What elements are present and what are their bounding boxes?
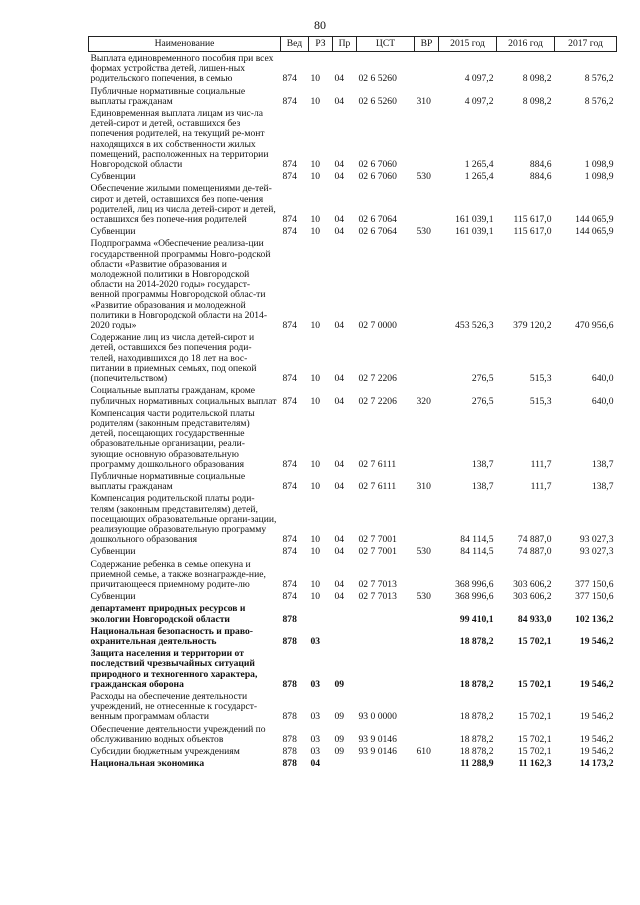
cell-pr: 04 bbox=[334, 534, 345, 546]
cell-rz: 10 bbox=[310, 171, 321, 183]
cell-vr bbox=[415, 558, 439, 591]
col-header-2017: 2017 год bbox=[555, 37, 617, 52]
cell-2015: 1 265,4 bbox=[464, 159, 494, 171]
cell-2016: 111,7 bbox=[530, 458, 552, 470]
cell-name: Национальная безопасность и право-охранительная деятельность bbox=[90, 625, 253, 647]
cell-vr bbox=[415, 182, 439, 225]
cell-name: Содержание лиц из числа детей-сирот и детей, оставшихся без попечения роди-телей, находившихся до 18 лет на вос-питании в приемных семьях, под опекой (попечительством) bbox=[90, 332, 257, 385]
cell-ved: 874 bbox=[282, 534, 297, 546]
table-row bbox=[89, 625, 617, 647]
cell-2017: 14 173,2 bbox=[579, 758, 614, 770]
cell-2015: 18 878,2 bbox=[459, 678, 494, 690]
cell-cst bbox=[357, 625, 415, 647]
cell-vr bbox=[415, 492, 439, 545]
cell-ved: 878 bbox=[282, 678, 297, 690]
table-row bbox=[89, 170, 617, 182]
cell-2015: 18 878,2 bbox=[459, 746, 494, 757]
cell-name: Подпрограмма «Обеспечение реализа-ции государственной программы Новго-родской области «Развитие образования и молодежной политики в Новгородской области на 2014-2020 годы» государст-венной программы Новгородской облас-ти «Развитие образования и молодежной политики в Новгородской области на 2014-2020 годы» bbox=[90, 238, 271, 332]
cell-cst: 02 6 7064 bbox=[358, 226, 397, 238]
cell-vr bbox=[415, 690, 439, 723]
cell-vr bbox=[415, 407, 439, 470]
cell-2016: 8 098,2 bbox=[522, 95, 552, 107]
cell-rz: 10 bbox=[310, 591, 321, 603]
cell-2015: 161 039,1 bbox=[455, 226, 494, 238]
cell-pr: 04 bbox=[334, 591, 345, 603]
cell-2016: 303 606,2 bbox=[513, 591, 552, 603]
cell-ved: 874 bbox=[282, 373, 297, 385]
cell-cst: 02 6 7060 bbox=[358, 171, 397, 183]
cell-2017: 19 546,2 bbox=[579, 733, 614, 745]
cell-2016: 379 120,2 bbox=[513, 320, 552, 332]
col-header-rz: РЗ bbox=[309, 37, 333, 52]
cell-ved: 874 bbox=[282, 171, 297, 183]
cell-2017: 1 098,9 bbox=[584, 159, 614, 171]
cell-rz: 10 bbox=[310, 373, 321, 385]
cell-cst: 02 7 2206 bbox=[358, 373, 397, 385]
cell-2017: 144 065,9 bbox=[575, 214, 614, 226]
cell-rz: 10 bbox=[310, 159, 321, 171]
cell-2015: 276,5 bbox=[471, 373, 494, 385]
cell-vr: 320 bbox=[416, 395, 431, 407]
table-row bbox=[89, 107, 617, 170]
cell-name: Выплата единовременного пособия при всех формах устройства детей, лишен-ных родительского попечения, в семью bbox=[90, 53, 274, 85]
cell-2016: 884,6 bbox=[529, 159, 552, 171]
cell-pr: 04 bbox=[334, 458, 345, 470]
cell-rz: 03 bbox=[310, 711, 321, 723]
cell-2015: 368 996,6 bbox=[455, 578, 494, 590]
budget-table bbox=[88, 36, 617, 769]
cell-2017: 1 098,9 bbox=[584, 171, 614, 183]
cell-rz: 10 bbox=[310, 546, 321, 558]
table-row bbox=[89, 237, 617, 331]
table-header bbox=[89, 37, 617, 52]
cell-cst: 02 6 7060 bbox=[358, 159, 397, 171]
cell-2017: 138,7 bbox=[591, 458, 614, 470]
cell-name: Субсидии бюджетным учреждениям bbox=[90, 746, 240, 757]
cell-rz: 10 bbox=[310, 73, 321, 85]
cell-ved: 878 bbox=[282, 758, 297, 770]
cell-ved: 874 bbox=[282, 73, 297, 85]
cell-name: Социальные выплаты гражданам, кроме публичных нормативных социальных выплат bbox=[90, 385, 277, 407]
cell-2016: 15 702,1 bbox=[517, 635, 552, 647]
cell-rz: 10 bbox=[310, 95, 321, 107]
cell-2015: 368 996,6 bbox=[455, 591, 494, 603]
cell-vr bbox=[415, 757, 439, 769]
cell-ved: 874 bbox=[282, 395, 297, 407]
table-row bbox=[89, 52, 617, 85]
cell-pr: 04 bbox=[334, 320, 345, 332]
cell-ved: 874 bbox=[282, 320, 297, 332]
cell-2016: 884,6 bbox=[529, 171, 552, 183]
cell-cst: 02 7 6111 bbox=[358, 458, 397, 470]
cell-vr: 310 bbox=[416, 481, 431, 493]
cell-cst: 93 0 0000 bbox=[358, 711, 397, 723]
cell-2017: 138,7 bbox=[591, 481, 614, 493]
cell-2015: 18 878,2 bbox=[459, 733, 494, 745]
cell-2017: 19 546,2 bbox=[579, 711, 614, 723]
cell-2017: 8 576,2 bbox=[584, 73, 614, 85]
table-row bbox=[89, 558, 617, 591]
cell-pr: 04 bbox=[334, 578, 345, 590]
cell-pr: 04 bbox=[334, 214, 345, 226]
cell-cst: 93 9 0146 bbox=[358, 746, 397, 757]
cell-2015: 18 878,2 bbox=[459, 635, 494, 647]
cell-2015: 453 526,3 bbox=[455, 320, 494, 332]
cell-name: Субвенции bbox=[90, 171, 136, 183]
cell-2015: 276,5 bbox=[471, 395, 494, 407]
cell-2016: 303 606,2 bbox=[513, 578, 552, 590]
col-header-2016: 2016 год bbox=[497, 37, 555, 52]
cell-pr: 09 bbox=[334, 746, 345, 757]
cell-2017: 8 576,2 bbox=[584, 95, 614, 107]
cell-2016: 15 702,1 bbox=[517, 711, 552, 723]
cell-2017: 377 150,6 bbox=[575, 578, 614, 590]
cell-2016: 84 933,0 bbox=[517, 613, 552, 625]
cell-rz: 10 bbox=[310, 481, 321, 493]
cell-rz: 10 bbox=[310, 226, 321, 238]
cell-2015: 84 114,5 bbox=[460, 534, 494, 546]
cell-vr bbox=[415, 723, 439, 745]
cell-ved: 874 bbox=[282, 481, 297, 493]
cell-2015: 4 097,2 bbox=[464, 73, 494, 85]
cell-pr: 04 bbox=[334, 395, 345, 407]
table-row bbox=[89, 545, 617, 557]
table-row bbox=[89, 602, 617, 624]
table-row bbox=[89, 690, 617, 723]
cell-pr: 04 bbox=[334, 226, 345, 238]
table-row bbox=[89, 384, 617, 406]
cell-2016: 515,3 bbox=[529, 373, 552, 385]
cell-rz: 04 bbox=[310, 758, 321, 770]
cell-cst bbox=[357, 757, 415, 769]
cell-2015: 161 039,1 bbox=[455, 214, 494, 226]
cell-name: Защита населения и территории от последствий чрезвычайных ситуаций природного и техногенного характера, гражданская оборона bbox=[90, 648, 258, 690]
cell-2017: 93 027,3 bbox=[579, 534, 614, 546]
cell-ved: 874 bbox=[282, 591, 297, 603]
cell-vr bbox=[415, 237, 439, 331]
cell-rz bbox=[309, 602, 333, 624]
cell-pr: 04 bbox=[334, 481, 345, 493]
cell-cst: 02 6 5260 bbox=[358, 95, 397, 107]
cell-2015: 11 288,9 bbox=[460, 758, 494, 770]
table-row bbox=[89, 85, 617, 107]
table-body bbox=[89, 52, 617, 770]
cell-ved: 874 bbox=[282, 226, 297, 238]
cell-pr: 04 bbox=[334, 95, 345, 107]
cell-2015: 1 265,4 bbox=[464, 171, 494, 183]
table-row bbox=[89, 470, 617, 492]
col-header-pr: Пр bbox=[333, 37, 357, 52]
cell-cst: 02 7 6111 bbox=[358, 481, 397, 493]
cell-cst: 02 6 7064 bbox=[358, 214, 397, 226]
cell-2016: 74 887,0 bbox=[517, 546, 552, 558]
cell-cst: 02 7 2206 bbox=[358, 395, 397, 407]
table-row bbox=[89, 647, 617, 690]
page-number: 80 bbox=[314, 18, 326, 32]
cell-pr bbox=[333, 757, 357, 769]
cell-2017: 19 546,2 bbox=[579, 678, 614, 690]
table-row bbox=[89, 182, 617, 225]
cell-pr: 04 bbox=[334, 546, 345, 558]
cell-vr: 530 bbox=[416, 546, 431, 558]
cell-name: Субвенции bbox=[90, 546, 136, 558]
cell-ved: 874 bbox=[282, 214, 297, 226]
cell-2015: 138,7 bbox=[471, 481, 494, 493]
table-row bbox=[89, 757, 617, 769]
cell-rz: 03 bbox=[310, 635, 321, 647]
cell-2015: 99 410,1 bbox=[459, 613, 494, 625]
col-header-cst: ЦСТ bbox=[357, 37, 415, 52]
table-row bbox=[89, 331, 617, 384]
table-row bbox=[89, 407, 617, 470]
cell-ved: 874 bbox=[282, 95, 297, 107]
cell-rz: 10 bbox=[310, 214, 321, 226]
cell-rz: 03 bbox=[310, 746, 321, 757]
col-header-2015: 2015 год bbox=[439, 37, 497, 52]
cell-2016: 11 162,3 bbox=[518, 758, 552, 770]
cell-2017: 102 136,2 bbox=[575, 613, 614, 625]
cell-ved: 874 bbox=[282, 546, 297, 558]
cell-cst: 02 7 7013 bbox=[358, 591, 397, 603]
cell-name: департамент природных ресурсов и экологии Новгородской области bbox=[90, 603, 246, 625]
cell-2016: 515,3 bbox=[529, 395, 552, 407]
cell-vr: 530 bbox=[416, 226, 431, 238]
cell-vr bbox=[415, 52, 439, 85]
cell-2016: 15 702,1 bbox=[517, 678, 552, 690]
cell-2016: 115 617,0 bbox=[513, 226, 552, 238]
cell-name: Публичные нормативные социальные выплаты гражданам bbox=[90, 85, 246, 107]
cell-name: Расходы на обеспечение деятельности учреждений, не отнесенные к государст-венным программам области bbox=[90, 690, 258, 723]
cell-cst: 93 9 0146 bbox=[358, 733, 397, 745]
cell-pr: 04 bbox=[334, 73, 345, 85]
cell-rz: 03 bbox=[310, 733, 321, 745]
cell-vr: 530 bbox=[416, 591, 431, 603]
col-header-ved: Вед bbox=[281, 37, 309, 52]
cell-cst: 02 7 7001 bbox=[358, 534, 397, 546]
cell-pr: 04 bbox=[334, 171, 345, 183]
cell-ved: 878 bbox=[282, 613, 297, 625]
cell-ved: 878 bbox=[282, 733, 297, 745]
cell-pr: 09 bbox=[334, 711, 345, 723]
cell-name: Публичные нормативные социальные выплаты гражданам bbox=[90, 470, 246, 493]
table-row bbox=[89, 225, 617, 237]
cell-cst bbox=[357, 647, 415, 690]
cell-vr: 530 bbox=[416, 171, 431, 183]
cell-name: Субвенции bbox=[90, 591, 136, 603]
cell-vr bbox=[415, 647, 439, 690]
cell-rz: 10 bbox=[310, 534, 321, 546]
cell-ved: 878 bbox=[282, 635, 297, 647]
table-row bbox=[89, 590, 617, 602]
cell-vr bbox=[415, 625, 439, 647]
cell-2017: 19 546,2 bbox=[579, 635, 614, 647]
cell-2017: 640,0 bbox=[591, 395, 614, 407]
cell-2016: 115 617,0 bbox=[513, 214, 552, 226]
cell-rz: 10 bbox=[310, 578, 321, 590]
cell-ved: 878 bbox=[282, 746, 297, 757]
cell-pr: 09 bbox=[334, 733, 345, 745]
cell-cst: 02 6 5260 bbox=[358, 73, 397, 85]
cell-2015: 18 878,2 bbox=[459, 711, 494, 723]
col-header-name: Наименование bbox=[89, 37, 281, 52]
cell-name: Национальная экономика bbox=[90, 758, 205, 770]
cell-rz: 10 bbox=[310, 320, 321, 332]
cell-2016: 15 702,1 bbox=[517, 746, 552, 757]
cell-2017: 640,0 bbox=[591, 373, 614, 385]
cell-2017: 19 546,2 bbox=[579, 746, 614, 757]
cell-name: Субвенции bbox=[90, 226, 136, 238]
cell-ved: 874 bbox=[282, 578, 297, 590]
cell-ved: 878 bbox=[282, 711, 297, 723]
cell-2015: 4 097,2 bbox=[464, 95, 494, 107]
cell-cst: 02 7 7001 bbox=[358, 546, 397, 558]
cell-rz: 03 bbox=[310, 678, 321, 690]
cell-vr: 310 bbox=[416, 95, 431, 107]
cell-2016: 111,7 bbox=[530, 481, 552, 493]
cell-pr: 09 bbox=[334, 678, 345, 690]
cell-cst: 02 7 0000 bbox=[358, 320, 397, 332]
cell-cst bbox=[357, 602, 415, 624]
cell-2016: 8 098,2 bbox=[522, 73, 552, 85]
cell-rz: 10 bbox=[310, 395, 321, 407]
cell-pr: 04 bbox=[334, 373, 345, 385]
table-row bbox=[89, 745, 617, 757]
cell-pr bbox=[333, 625, 357, 647]
cell-pr bbox=[333, 602, 357, 624]
cell-cst: 02 7 7013 bbox=[358, 578, 397, 590]
cell-ved: 874 bbox=[282, 159, 297, 171]
cell-rz: 10 bbox=[310, 458, 321, 470]
cell-2017: 93 027,3 bbox=[579, 546, 614, 558]
cell-ved: 874 bbox=[282, 458, 297, 470]
cell-2017: 377 150,6 bbox=[575, 591, 614, 603]
cell-2016: 74 887,0 bbox=[517, 534, 552, 546]
cell-name: Обеспечение жилыми помещениями де-тей-сирот и детей, оставшихся без попе-чения родителей, лиц из числа детей-сирот и детей, оставшихся без попече-ния родителей bbox=[90, 183, 276, 226]
cell-2016: 15 702,1 bbox=[517, 733, 552, 745]
cell-name: Обеспечение деятельности учреждений по обслуживанию водных объектов bbox=[90, 723, 266, 745]
cell-vr bbox=[415, 602, 439, 624]
cell-pr: 04 bbox=[334, 159, 345, 171]
table-row bbox=[89, 492, 617, 545]
cell-vr bbox=[415, 331, 439, 384]
table-row bbox=[89, 723, 617, 745]
cell-2015: 84 114,5 bbox=[460, 546, 494, 558]
cell-2017: 144 065,9 bbox=[575, 226, 614, 238]
cell-vr bbox=[415, 107, 439, 170]
cell-2015: 138,7 bbox=[471, 458, 494, 470]
cell-2017: 470 956,6 bbox=[575, 320, 614, 332]
cell-vr: 610 bbox=[416, 746, 431, 757]
cell-name: Единовременная выплата лицам из чис-ла детей-сирот и детей, оставшихся без попечения родителей, на текущий ре-монт находящихся в их собственности жилых помещений, расположенных на территории Новгородской области bbox=[90, 108, 269, 171]
cell-name: Компенсация родительской платы роди-телям (законным представителям) детей, посещающих образовательные органи-зации, реализующие образовательную программу дошкольного образования bbox=[90, 493, 277, 546]
col-header-vr: ВР bbox=[415, 37, 439, 52]
cell-name: Компенсация части родительской платы родителям (законным представителям) детей, посещающих государственные образовательные организации, реали-зующие основную образовательную программу дошкольного образования bbox=[90, 407, 255, 470]
cell-name: Содержание ребенка в семье опекуна и приемной семье, а также вознагражде-ние, причитающееся приемному родите-лю bbox=[90, 558, 266, 590]
